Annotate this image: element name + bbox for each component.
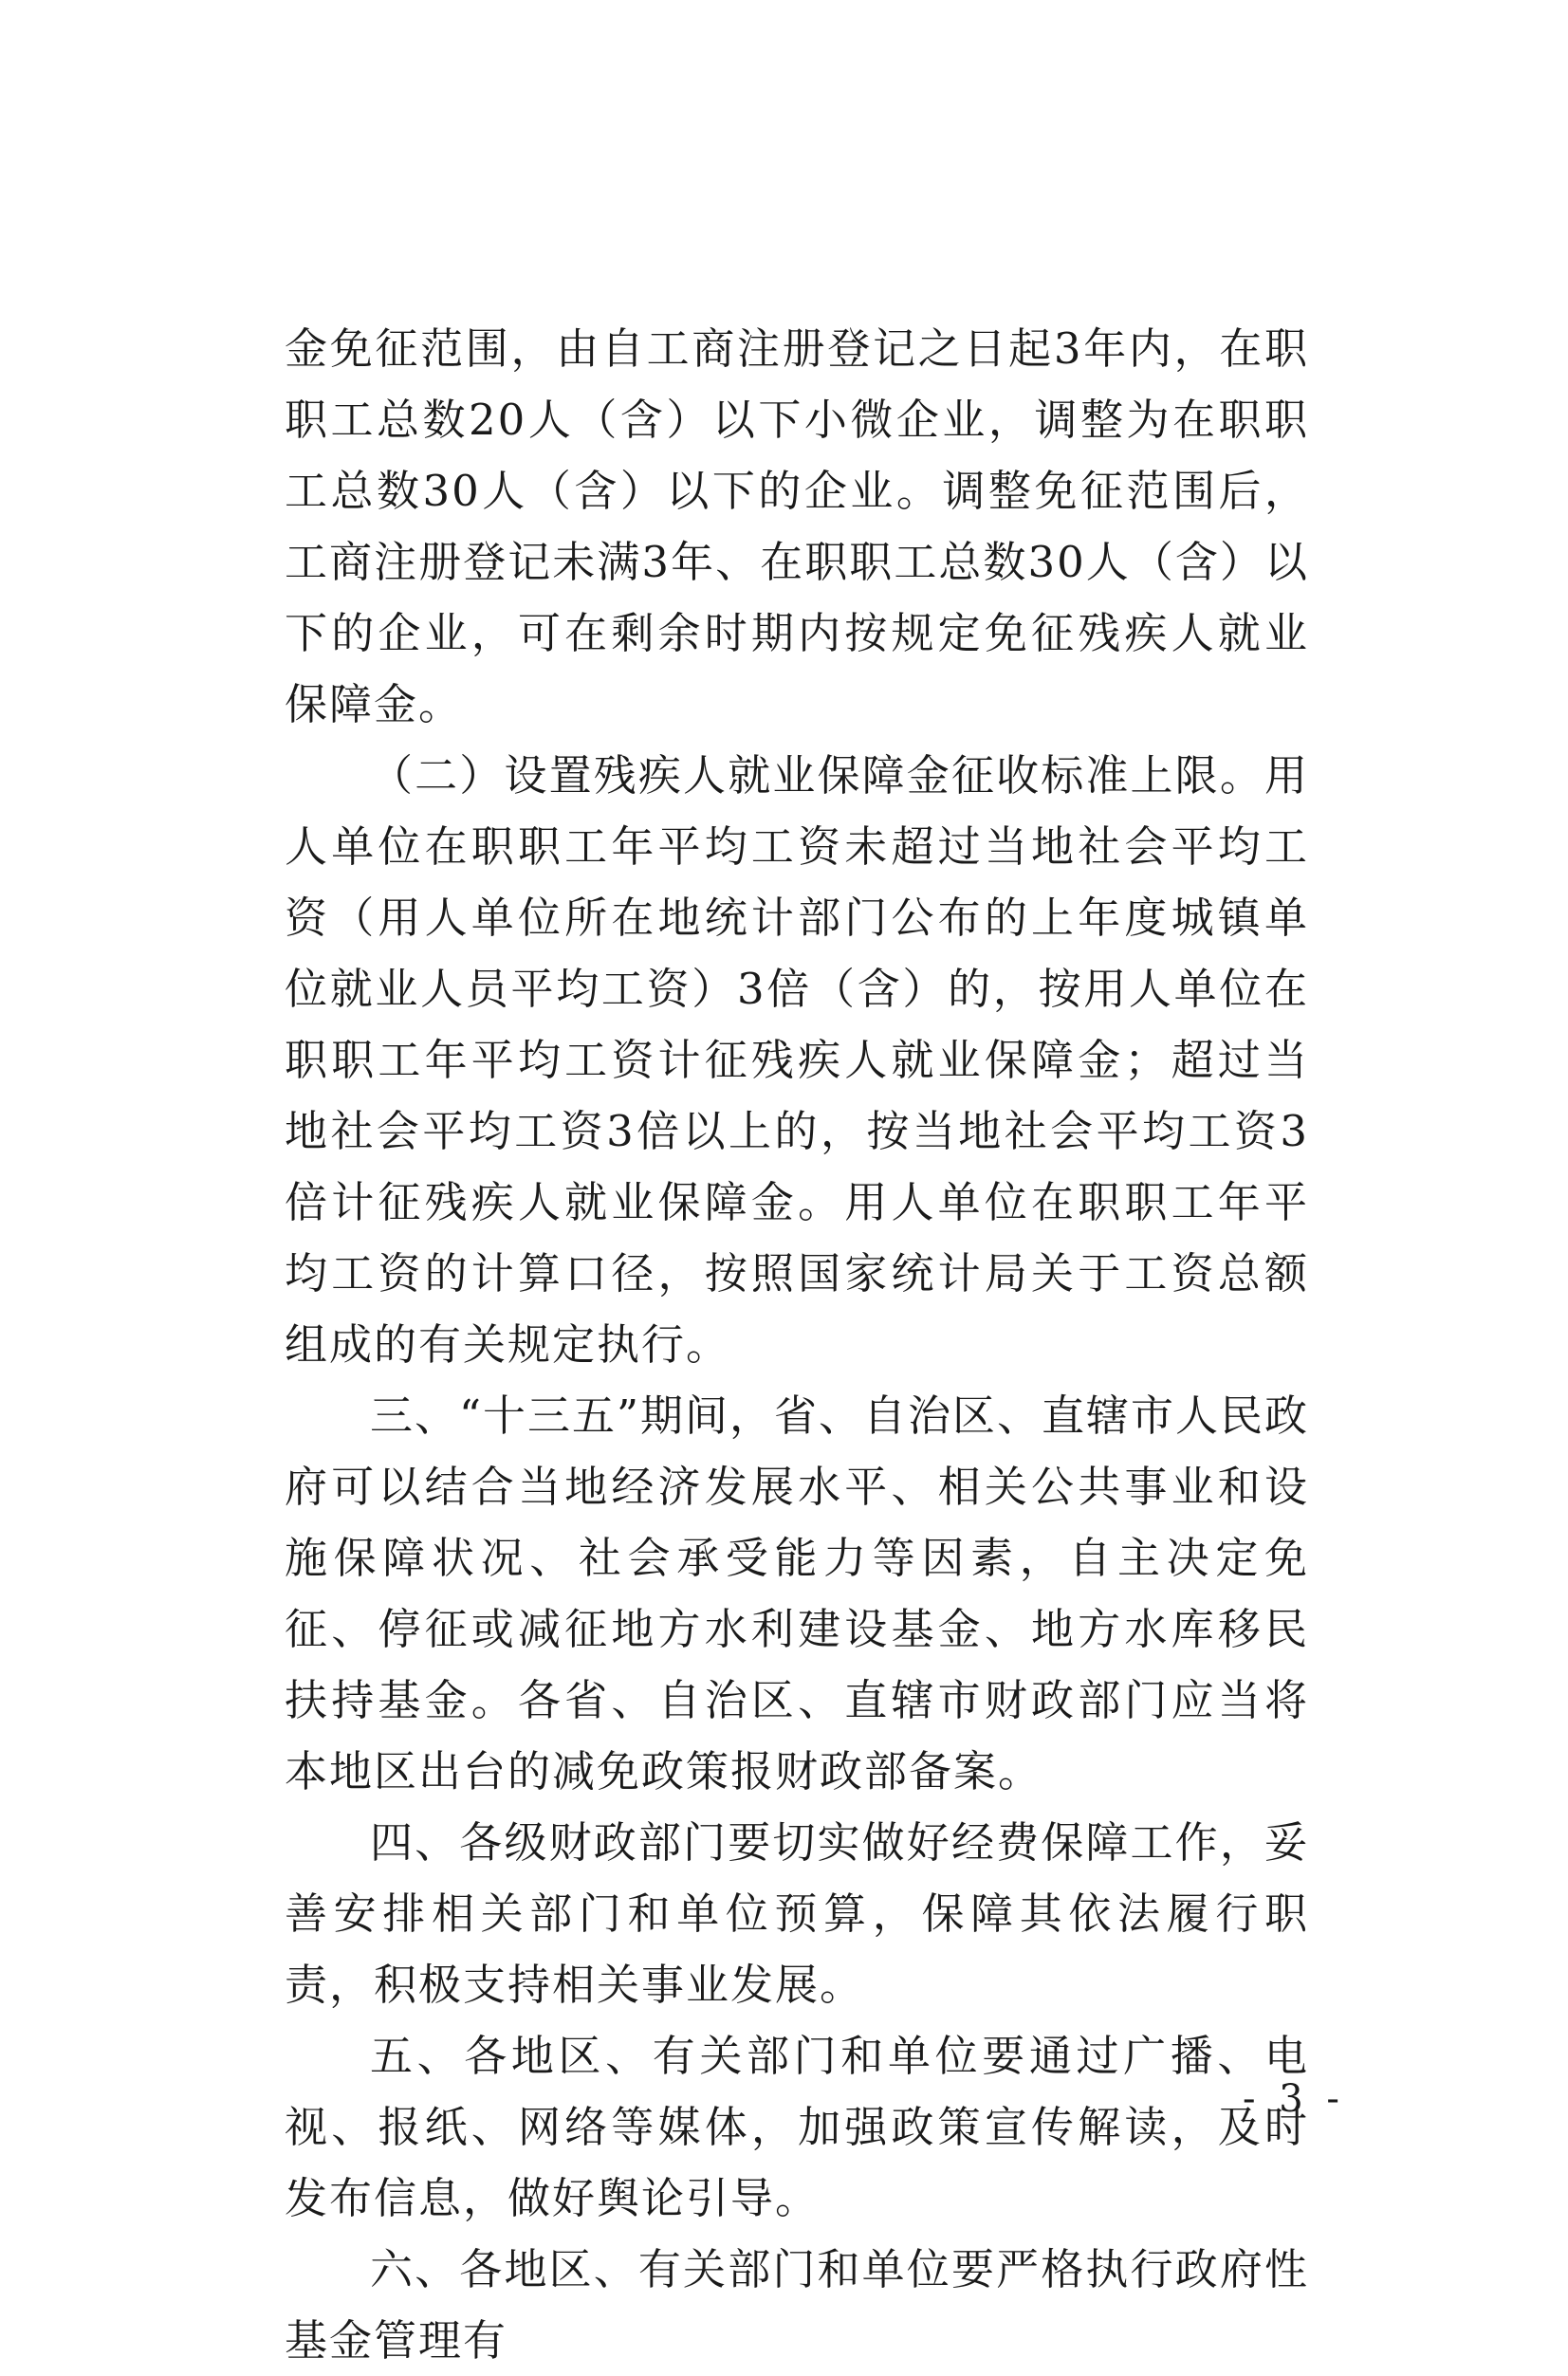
paragraph-1: 金免征范围，由自工商注册登记之日起3年内，在职职工总数20人（含）以下小微企业，调整为在职职工总数30人（含）以下的企业。调整免征范围后，工商注册登记未满3年、在职职工总数30人（含）以下的企业，可在剩余时期内按规定免征残疾人就业保障金。 xyxy=(285,323,1309,729)
document-body xyxy=(285,313,1309,2376)
paragraph-5: 五、各地区、有关部门和单位要通过广播、电视、报纸、网络等媒体，加强政策宣传解读，及时发布信息，做好舆论引导。 xyxy=(285,2031,1309,2223)
paragraph-3: 三、“十三五”期间，省、自治区、直辖市人民政府可以结合当地经济发展水平、相关公共事业和设施保障状况、社会承受能力等因素，自主决定免征、停征或减征地方水利建设基金、地方水库移民扶持基金。各省、自治区、直辖市财政部门应当将本地区出台的减免政策报财政部备案。 xyxy=(285,1391,1310,1796)
paragraph-6: 六、各地区、有关部门和单位要严格执行政府性基金管理有 xyxy=(285,2244,1309,2366)
paragraph-4: 四、各级财政部门要切实做好经费保障工作，妥善安排相关部门和单位预算，保障其依法履行职责，积极支持相关事业发展。 xyxy=(285,1817,1309,2010)
page-number: - 3 - xyxy=(1243,2077,1345,2121)
paragraph-2: （二）设置残疾人就业保障金征收标准上限。用人单位在职职工年平均工资未超过当地社会平均工资（用人单位所在地统计部门公布的上年度城镇单位就业人员平均工资）3倍（含）的，按用人单位在职职工年平均工资计征残疾人就业保障金；超过当地社会平均工资3倍以上的，按当地社会平均工资3倍计征残疾人就业保障金。用人单位在职职工年平均工资的计算口径，按照国家统计局关于工资总额组成的有关规定执行。 xyxy=(285,750,1309,1370)
